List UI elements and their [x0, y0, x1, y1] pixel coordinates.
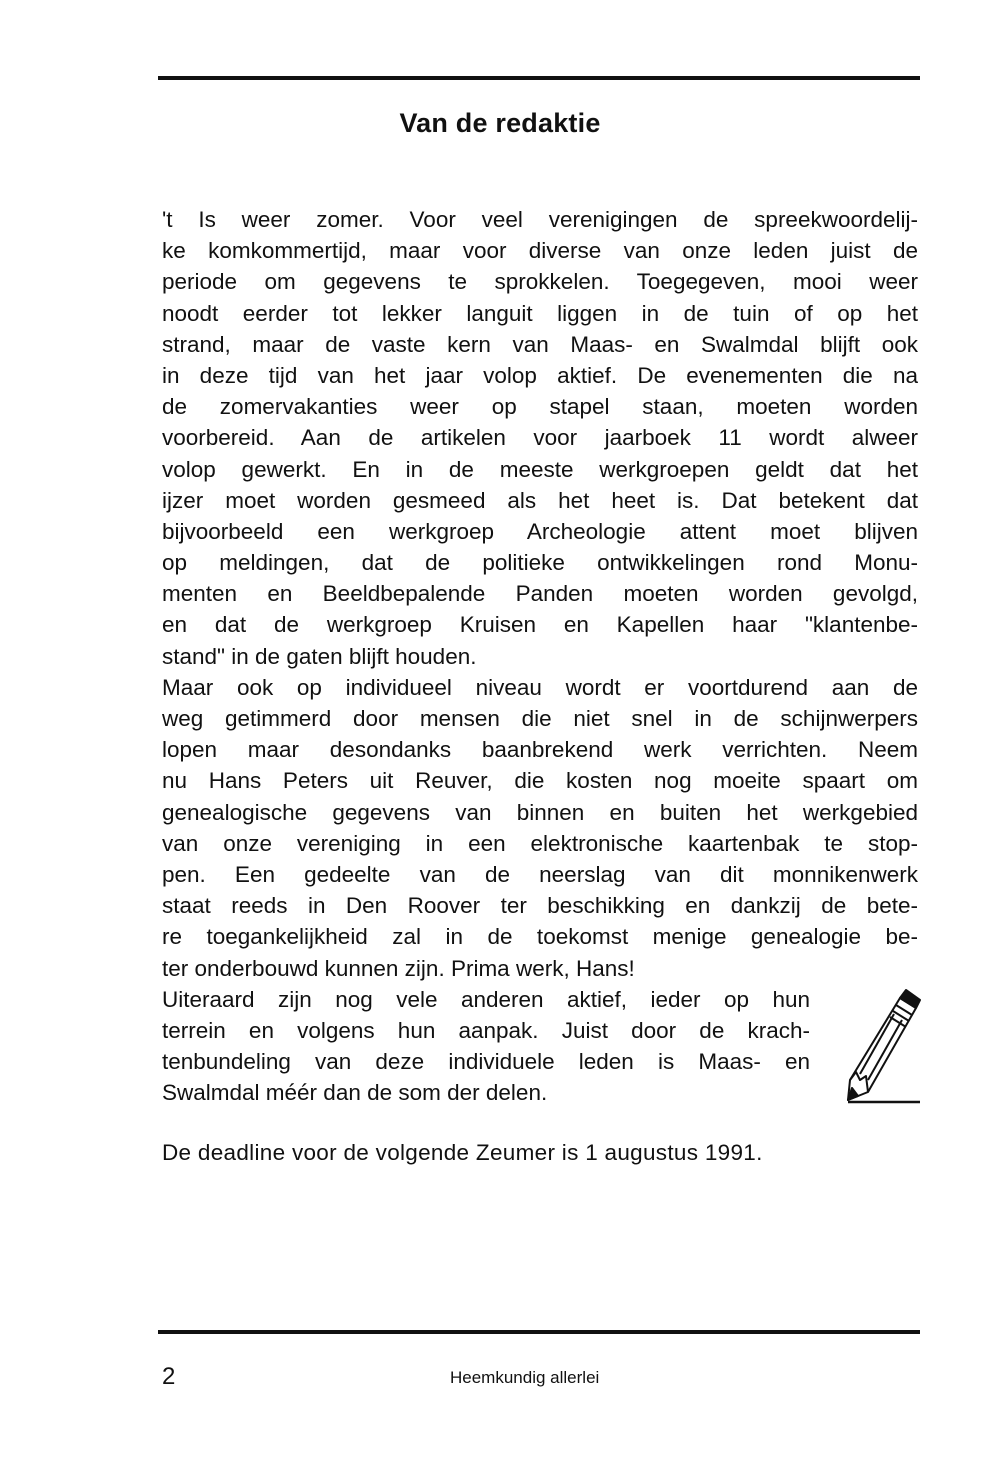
- paragraph-2: [162, 672, 918, 984]
- page-number: 2: [162, 1363, 176, 1390]
- text-line: tenbundeling van deze individuele leden is Maas- en: [162, 1049, 810, 1075]
- text-line: re toegankelijkheid zal in de toekomst menige genealogie be-: [162, 924, 918, 950]
- text-line: ijzer moet worden gesmeed als het heet is. Dat betekent dat: [162, 487, 918, 513]
- text-line: bijvoorbeeld een werkgroep Archeologie attent moet blijven: [162, 518, 918, 544]
- text-line: strand, maar de vaste kern van Maas- en Swalmdal blijft ook: [162, 331, 918, 357]
- paragraph-3: [162, 984, 918, 1109]
- text-line: lopen maar desondanks baanbrekend werk verrichten. Neem: [162, 737, 918, 763]
- text-line: periode om gegevens te sprokkelen. Toegegeven, mooi weer: [162, 269, 918, 295]
- text-line: nu Hans Peters uit Reuver, die kosten nog moeite spaart om: [162, 768, 918, 794]
- text-line: ke komkommertijd, maar voor diverse van onze leden juist de: [162, 238, 918, 264]
- text-line: Swalmdal méér dan de som der delen.: [162, 1080, 548, 1106]
- text-line: weg getimmerd door mensen die niet snel in de schijnwerpers: [162, 706, 918, 731]
- text-line: terrein en volgens hun aanpak. Juist door de krach-: [162, 1017, 810, 1043]
- pencil-icon: [838, 988, 922, 1108]
- bottom-rule: [158, 1330, 920, 1334]
- text-line: genealogische gegevens van binnen en buiten het werkgebied: [162, 799, 918, 825]
- text-line: staat reeds in Den Roover ter beschikking en dankzij de bete-: [162, 893, 918, 919]
- text-line: Maar ook op individueel niveau wordt er voortdurend aan de: [162, 674, 918, 700]
- text-line: op meldingen, dat de politieke ontwikkelingen rond Monu-: [162, 550, 918, 576]
- text-line: Uiteraard zijn nog vele anderen aktief, ieder op hun: [162, 986, 810, 1012]
- top-rule: [158, 76, 920, 80]
- text-line: volop gewerkt. En in de meeste werkgroepen geldt dat het: [162, 456, 918, 482]
- text-line: de zomervakanties weer op stapel staan, moeten worden: [162, 394, 918, 420]
- publication-title: Heemkundig allerlei: [450, 1368, 600, 1387]
- text-line: menten en Beeldbepalende Panden moeten worden gevolgd,: [162, 581, 918, 607]
- deadline-note: De deadline voor de volgende Zeumer is 1 augustus 1991.: [162, 1140, 763, 1165]
- page-title: Van de redaktie: [399, 108, 601, 138]
- article-body: [162, 204, 918, 1108]
- text-line: in deze tijd van het jaar volop aktief. De evenementen die na: [162, 362, 918, 388]
- text-line: voorbereid. Aan de artikelen voor jaarboek 11 wordt alweer: [162, 425, 918, 451]
- text-line: 't Is weer zomer. Voor veel verenigingen de spreekwoordelij-: [162, 207, 918, 232]
- text-line: van onze vereniging in een elektronische kaartenbak te stop-: [162, 830, 918, 856]
- paragraph-1: [162, 204, 918, 672]
- text-line: en dat de werkgroep Kruisen en Kapellen haar "klantenbe-: [162, 612, 918, 638]
- text-line: pen. Een gedeelte van de neerslag van dit monnikenwerk: [162, 861, 918, 887]
- text-line: stand" in de gaten blijft houden.: [162, 643, 477, 669]
- text-line: noodt eerder tot lekker languit liggen in de tuin of op het: [162, 300, 918, 326]
- text-line: ter onderbouwd kunnen zijn. Prima werk, Hans!: [162, 955, 635, 981]
